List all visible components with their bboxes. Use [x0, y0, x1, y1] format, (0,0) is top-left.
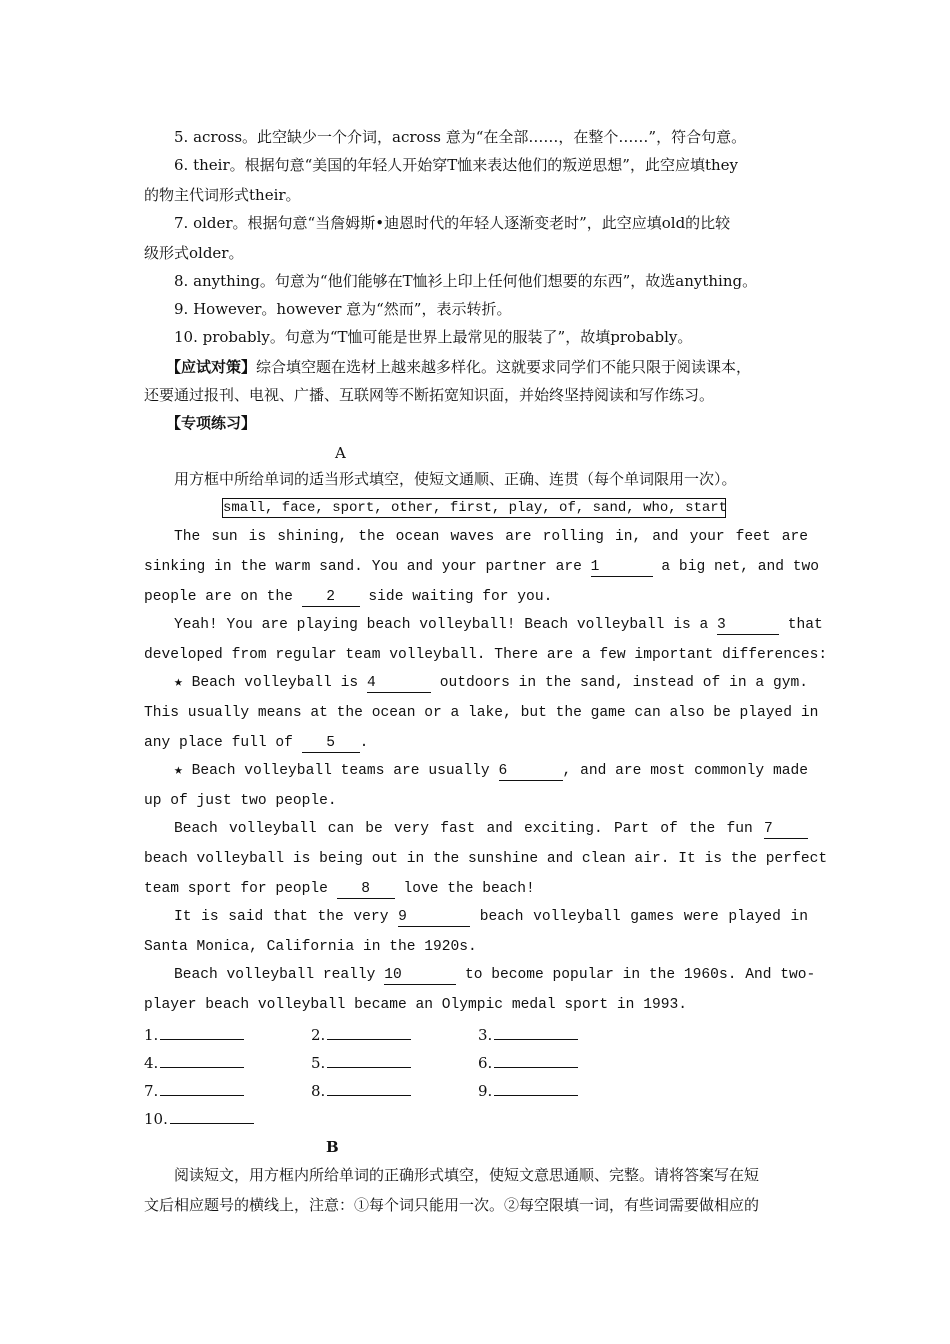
- answer-line-3[interactable]: 3.: [478, 1024, 578, 1044]
- section-a-instruction: 用方框中所给单词的适当形式填空，使短文通顺、正确、连贯（每个单词限用一次）。: [174, 470, 737, 488]
- explanation-7-cont: 级形式older。: [144, 244, 244, 262]
- answer-line-8[interactable]: 8.: [311, 1080, 411, 1100]
- blank-9[interactable]: 9: [398, 909, 470, 927]
- explanation-9: 9. However。however 意为“然而”，表示转折。: [174, 300, 512, 318]
- passage-a-line: beach volleyball is being out in the sunshine and clean air. It is the perfect: [144, 851, 828, 867]
- section-b-label: B: [326, 1138, 339, 1156]
- answer-line-1[interactable]: 1.: [144, 1024, 244, 1044]
- blank-6[interactable]: 6: [499, 763, 563, 781]
- passage-a-line: ★ Beach volleyball teams are usually 6 , and are most commonly made: [174, 763, 809, 779]
- blank-10[interactable]: 10: [384, 967, 456, 985]
- word-box: small, face, sport, other, first, play, of, sand, who, start: [223, 500, 728, 516]
- answer-line-4[interactable]: 4.: [144, 1052, 244, 1072]
- passage-a-line: player beach volleyball became an Olympic medal sport in 1993.: [144, 997, 687, 1013]
- section-b-instruction-2: 文后相应题号的横线上，注意：①每个词只能用一次。②每空限填一词，有些词需要做相应的: [144, 1196, 760, 1214]
- blank-5[interactable]: 5: [302, 735, 360, 753]
- practice-title: 【专项练习】: [166, 414, 257, 432]
- passage-a-line: The sun is shining, the ocean waves are rolling in, and your feet are: [174, 529, 808, 545]
- explanation-6: 6. their。根据句意“美国的年轻人开始穿T恤来表达他们的叛逆思想”，此空应填they: [174, 156, 738, 174]
- passage-a-line: developed from regular team volleyball. There are a few important differences:: [144, 647, 828, 663]
- passage-a-line: It is said that the very 9 beach volleyball games were played in: [174, 909, 809, 925]
- strategy-label: 【应试对策】: [166, 358, 257, 376]
- passage-a-line: up of just two people.: [144, 793, 337, 809]
- explanation-6-cont: 的物主代词形式their。: [144, 186, 301, 204]
- explanation-8: 8. anything。句意为“他们能够在T恤衫上印上任何他们想要的东西”，故选anything。: [174, 272, 758, 290]
- answer-line-10[interactable]: 10.: [144, 1108, 254, 1128]
- passage-a-line: This usually means at the ocean or a lake, but the game can also be played in: [144, 705, 819, 721]
- passage-a-line: Beach volleyball can be very fast and exciting. Part of the fun 7: [174, 820, 808, 839]
- passage-a-line: Yeah! You are playing beach volleyball! Beach volleyball is a 3 that: [174, 617, 823, 633]
- explanation-7: 7. older。根据句意“当詹姆斯•迪恩时代的年轻人逐渐变老时”，此空应填old的比较: [174, 214, 731, 232]
- explanation-5: 5. across。此空缺少一个介词，across 意为“在全部……，在整个……”，符合句意。: [174, 128, 747, 146]
- blank-1[interactable]: 1: [591, 559, 653, 577]
- passage-a-line: sinking in the warm sand. You and your partner are 1 a big net, and two: [144, 559, 820, 575]
- strategy-line-1: 【应试对策】综合填空题在选材上越来越多样化。这就要求同学们不能只限于阅读课本，: [166, 358, 752, 376]
- blank-8[interactable]: 8: [337, 881, 395, 899]
- passage-a-line: any place full of 5 .: [144, 735, 369, 751]
- passage-a-line: Santa Monica, California in the 1920s.: [144, 939, 477, 955]
- answer-line-9[interactable]: 9.: [478, 1080, 578, 1100]
- passage-a-line: ★ Beach volleyball is 4 outdoors in the sand, instead of in a gym.: [174, 675, 808, 691]
- section-a-label: A: [335, 444, 346, 462]
- blank-2[interactable]: 2: [302, 589, 360, 607]
- blank-7[interactable]: 7: [764, 821, 808, 839]
- blank-3[interactable]: 3: [717, 617, 779, 635]
- answer-line-6[interactable]: 6.: [478, 1052, 578, 1072]
- passage-a-line: Beach volleyball really 10 to become popular in the 1960s. And two-: [174, 967, 816, 983]
- passage-a-line: people are on the 2 side waiting for you.: [144, 589, 553, 605]
- strategy-line-2: 还要通过报刊、电视、广播、互联网等不断拓宽知识面，并始终坚持阅读和写作练习。: [144, 386, 715, 404]
- answer-line-5[interactable]: 5.: [311, 1052, 411, 1072]
- answer-line-7[interactable]: 7.: [144, 1080, 244, 1100]
- section-b-instruction-1: 阅读短文，用方框内所给单词的正确形式填空，使短文意思通顺、完整。请将答案写在短: [174, 1166, 760, 1184]
- blank-4[interactable]: 4: [367, 675, 431, 693]
- answer-line-2[interactable]: 2.: [311, 1024, 411, 1044]
- passage-a-line: team sport for people 8 love the beach!: [144, 881, 535, 897]
- explanation-10: 10. probably。句意为“T恤可能是世界上最常见的服装了”，故填probably。: [174, 328, 693, 346]
